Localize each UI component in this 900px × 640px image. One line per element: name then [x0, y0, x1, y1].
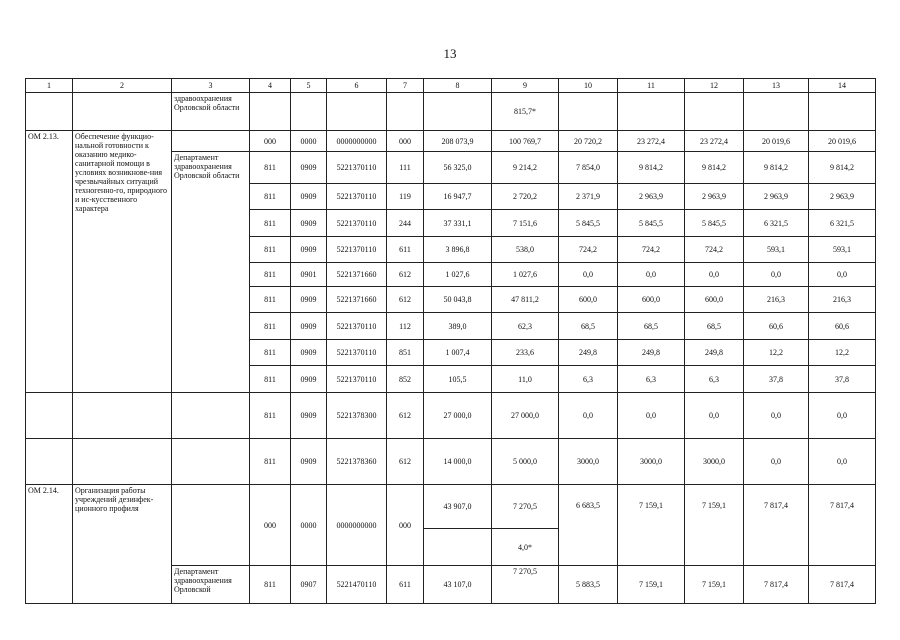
- cell: 724,2: [559, 237, 618, 263]
- cell: 56 325,0: [424, 152, 492, 184]
- cell: 612: [387, 393, 424, 439]
- cell: 5 845,5: [685, 210, 744, 237]
- cell: 600,0: [618, 287, 685, 313]
- cell: 1 007,4: [424, 340, 492, 366]
- cell: 23 272,4: [618, 131, 685, 152]
- cell: 612: [387, 263, 424, 287]
- cell: 600,0: [559, 287, 618, 313]
- cell: 811: [250, 237, 291, 263]
- cell: 593,1: [744, 237, 809, 263]
- cell: 100 769,7: [492, 131, 559, 152]
- cell: 1 027,6: [492, 263, 559, 287]
- cell: 724,2: [618, 237, 685, 263]
- cell: 3 896,8: [424, 237, 492, 263]
- cell: 37,8: [809, 366, 876, 393]
- cell: 7 817,4: [809, 566, 876, 604]
- cell: 811: [250, 366, 291, 393]
- cell: 811: [250, 566, 291, 604]
- cell: 0000: [291, 131, 327, 152]
- cell: 811: [250, 313, 291, 340]
- cell: 105,5: [424, 366, 492, 393]
- cell: 7 817,4: [809, 485, 876, 566]
- cell: 5221370110: [327, 237, 387, 263]
- cell: 2 963,9: [685, 184, 744, 210]
- col-header: 11: [618, 79, 685, 93]
- cell: 811: [250, 210, 291, 237]
- cell: 27 000,0: [424, 393, 492, 439]
- cell: 12,2: [809, 340, 876, 366]
- cell: 5 845,5: [618, 210, 685, 237]
- cell: 208 073,9: [424, 131, 492, 152]
- note-cell: 815,7*: [492, 93, 559, 131]
- table-row: [26, 393, 876, 439]
- cell: 0,0: [685, 393, 744, 439]
- cell: 6,3: [685, 366, 744, 393]
- col-header: 14: [809, 79, 876, 93]
- cell: 68,5: [685, 313, 744, 340]
- cell: 62,3: [492, 313, 559, 340]
- cell: 0000000000: [327, 485, 387, 566]
- dept-cell: здравоохранения Орловской области: [172, 93, 250, 131]
- budget-table: [25, 78, 876, 604]
- cell: 12,2: [744, 340, 809, 366]
- cell: 5221371660: [327, 287, 387, 313]
- cell: 7 270,5: [492, 485, 559, 529]
- cell: 20 019,6: [809, 131, 876, 152]
- col-header: 1: [26, 79, 73, 93]
- cell: 60,6: [809, 313, 876, 340]
- cell: 7 159,1: [618, 485, 685, 566]
- cell: 000: [250, 131, 291, 152]
- cell: 0,0: [685, 263, 744, 287]
- cell: 7 817,4: [744, 485, 809, 566]
- cell: 0901: [291, 263, 327, 287]
- table-row: [26, 131, 876, 152]
- col-header: 12: [685, 79, 744, 93]
- cell: 244: [387, 210, 424, 237]
- cell: 5221378360: [327, 439, 387, 485]
- col-header: 3: [172, 79, 250, 93]
- cell: 43 107,0: [424, 566, 492, 604]
- cell: 612: [387, 439, 424, 485]
- cell: 2 963,9: [618, 184, 685, 210]
- cell: 9 814,2: [809, 152, 876, 184]
- cell: 6,3: [618, 366, 685, 393]
- cell: 233,6: [492, 340, 559, 366]
- column-number-row: [26, 79, 876, 93]
- table-row: [26, 485, 876, 529]
- cell: 6 321,5: [809, 210, 876, 237]
- cell: 5221371660: [327, 263, 387, 287]
- cell: 6 321,5: [744, 210, 809, 237]
- cell: 6 683,5: [559, 485, 618, 566]
- cell: 16 947,7: [424, 184, 492, 210]
- cell: 2 963,9: [744, 184, 809, 210]
- cell: 0909: [291, 439, 327, 485]
- cell: 20 019,6: [744, 131, 809, 152]
- cell: 0,0: [809, 393, 876, 439]
- cell: 0909: [291, 340, 327, 366]
- cell: 5221370110: [327, 340, 387, 366]
- measure-title: Обеспечение функцио-нальной готовности к оказанию медико-санитарной помощи в условиях возникнове-ния чрезвычайных ситуаций техногенно-го, природного и ис-кусственного характера: [73, 131, 172, 393]
- cell: 112: [387, 313, 424, 340]
- cell: 3000,0: [618, 439, 685, 485]
- cell: 20 720,2: [559, 131, 618, 152]
- cell: 0,0: [744, 393, 809, 439]
- cell: 851: [387, 340, 424, 366]
- cell: 23 272,4: [685, 131, 744, 152]
- cell: 0,0: [618, 263, 685, 287]
- cell: 0907: [291, 566, 327, 604]
- cell: 5221370110: [327, 152, 387, 184]
- cell: 0909: [291, 313, 327, 340]
- cell: 5 000,0: [492, 439, 559, 485]
- measure-code: ОМ 2.13.: [26, 131, 73, 393]
- cell: 3000,0: [685, 439, 744, 485]
- cell: 0909: [291, 152, 327, 184]
- cell: 7 270,5: [492, 566, 559, 604]
- cell: 5221378300: [327, 393, 387, 439]
- cell: 0,0: [744, 439, 809, 485]
- cell: 5221470110: [327, 566, 387, 604]
- note-cell: 4,0*: [492, 529, 559, 566]
- cell: 27 000,0: [492, 393, 559, 439]
- cell: 0,0: [559, 393, 618, 439]
- cell: 0,0: [559, 263, 618, 287]
- cell: 14 000,0: [424, 439, 492, 485]
- cell: 11,0: [492, 366, 559, 393]
- cell: 5221370110: [327, 313, 387, 340]
- cell: 0,0: [809, 263, 876, 287]
- cell: 47 811,2: [492, 287, 559, 313]
- cell: 0000: [291, 485, 327, 566]
- cell: 811: [250, 393, 291, 439]
- cell: 811: [250, 340, 291, 366]
- cell: 000: [250, 485, 291, 566]
- cell: 249,8: [559, 340, 618, 366]
- col-header: 10: [559, 79, 618, 93]
- col-header: 9: [492, 79, 559, 93]
- cell: 0909: [291, 210, 327, 237]
- cell: 811: [250, 263, 291, 287]
- cell: 811: [250, 439, 291, 485]
- cell: 9 814,2: [685, 152, 744, 184]
- cell: 611: [387, 237, 424, 263]
- col-header: 4: [250, 79, 291, 93]
- cell: 5 845,5: [559, 210, 618, 237]
- cell: 7 817,4: [744, 566, 809, 604]
- cell: 724,2: [685, 237, 744, 263]
- cell: 7 159,1: [685, 566, 744, 604]
- cell: 600,0: [685, 287, 744, 313]
- cell: 9 214,2: [492, 152, 559, 184]
- cell: 5 883,5: [559, 566, 618, 604]
- cell: 50 043,8: [424, 287, 492, 313]
- dept-cell: Департамент здравоохранения Орловской области: [172, 152, 250, 393]
- cell: 000: [387, 131, 424, 152]
- dept-cell: Департамент здравоохранения Орловской: [172, 566, 250, 604]
- cell: 6,3: [559, 366, 618, 393]
- cell: 0,0: [744, 263, 809, 287]
- cell: 9 814,2: [618, 152, 685, 184]
- cell: 7 854,0: [559, 152, 618, 184]
- cell: 7 159,1: [618, 566, 685, 604]
- cell: 2 720,2: [492, 184, 559, 210]
- cell: 1 027,6: [424, 263, 492, 287]
- cell: 111: [387, 152, 424, 184]
- cell: 0909: [291, 366, 327, 393]
- cell: 5221370110: [327, 366, 387, 393]
- col-header: 5: [291, 79, 327, 93]
- col-header: 2: [73, 79, 172, 93]
- cell: 2 371,9: [559, 184, 618, 210]
- col-header: 13: [744, 79, 809, 93]
- cell: 5221370110: [327, 184, 387, 210]
- page-number: 13: [443, 46, 457, 61]
- cell: 0909: [291, 237, 327, 263]
- table-row: [26, 93, 876, 131]
- cell: 249,8: [685, 340, 744, 366]
- cell: 0909: [291, 393, 327, 439]
- cell: 37 331,1: [424, 210, 492, 237]
- cell: 852: [387, 366, 424, 393]
- cell: 3000,0: [559, 439, 618, 485]
- cell: 811: [250, 184, 291, 210]
- cell: 216,3: [744, 287, 809, 313]
- cell: 389,0: [424, 313, 492, 340]
- cell: 43 907,0: [424, 485, 492, 529]
- cell: 811: [250, 152, 291, 184]
- cell: 0,0: [618, 393, 685, 439]
- col-header: 6: [327, 79, 387, 93]
- table-row: [26, 439, 876, 485]
- cell: 811: [250, 287, 291, 313]
- cell: 7 159,1: [685, 485, 744, 566]
- measure-code: ОМ 2.14.: [26, 485, 73, 604]
- cell: 60,6: [744, 313, 809, 340]
- cell: 000: [387, 485, 424, 566]
- cell: 593,1: [809, 237, 876, 263]
- cell: 0000000000: [327, 131, 387, 152]
- cell: 5221370110: [327, 210, 387, 237]
- cell: 0909: [291, 287, 327, 313]
- cell: 538,0: [492, 237, 559, 263]
- col-header: 7: [387, 79, 424, 93]
- cell: 612: [387, 287, 424, 313]
- cell: 37,8: [744, 366, 809, 393]
- cell: 68,5: [618, 313, 685, 340]
- cell: 216,3: [809, 287, 876, 313]
- cell: 2 963,9: [809, 184, 876, 210]
- col-header: 8: [424, 79, 492, 93]
- cell: 9 814,2: [744, 152, 809, 184]
- cell: 119: [387, 184, 424, 210]
- cell: 0909: [291, 184, 327, 210]
- cell: 68,5: [559, 313, 618, 340]
- cell: 0,0: [809, 439, 876, 485]
- cell: 7 151,6: [492, 210, 559, 237]
- cell: 611: [387, 566, 424, 604]
- measure-title: Организация работы учреждений дезинфек-ционного профиля: [73, 485, 172, 604]
- cell: 249,8: [618, 340, 685, 366]
